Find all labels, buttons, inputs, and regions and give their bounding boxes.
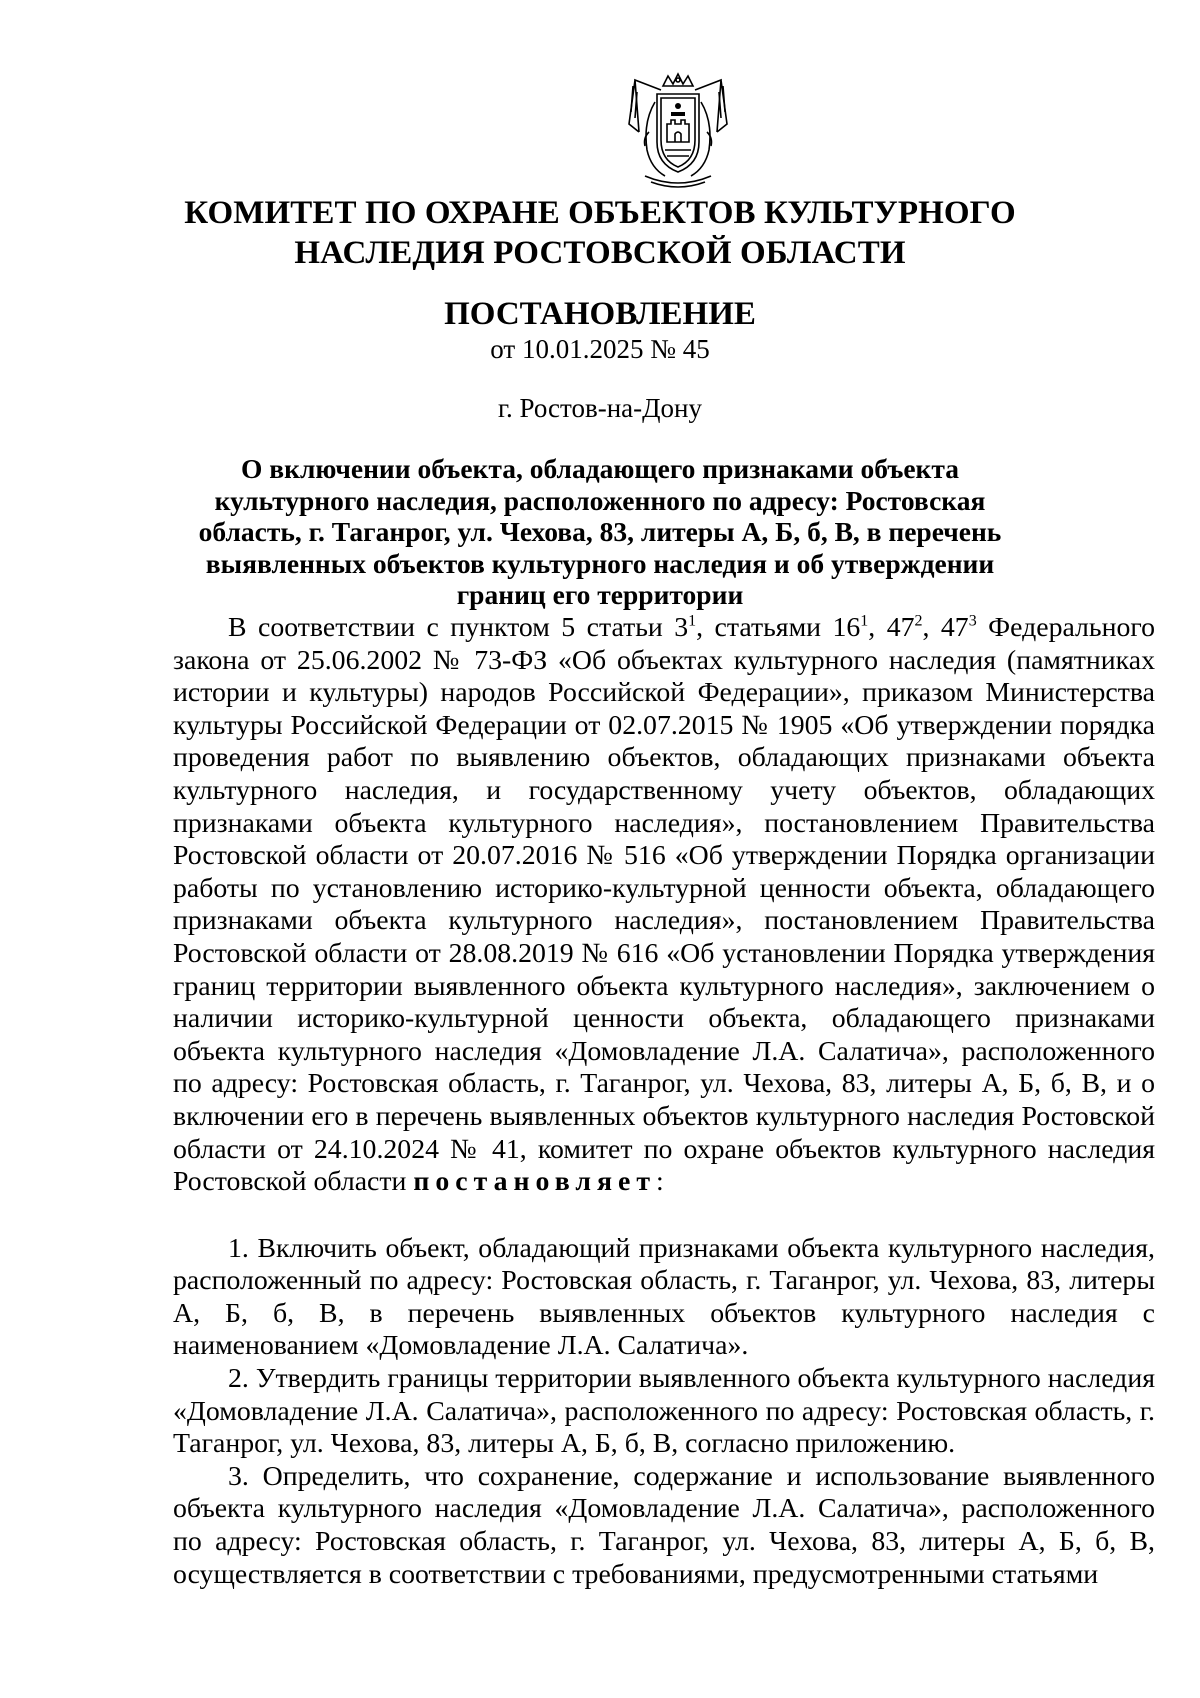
organization-title-line1: КОМИТЕТ ПО ОХРАНЕ ОБЪЕКТОВ КУЛЬТУРНОГО — [184, 195, 1016, 231]
superscript: 1 — [688, 612, 697, 630]
organization-title-line2: НАСЛЕДИЯ РОСТОВСКОЙ ОБЛАСТИ — [294, 235, 906, 271]
preamble-text-1: В соответствии с пунктом 5 статьи 3 — [228, 612, 689, 643]
list-item: 3. Определить, что сохранение, содержание и использование выявленного объекта культурного наследия «Домовладение Л.А. Салатича», расположенного по адресу: Ростовская область, г. Таганрог, ул. Чехова, 83, литеры А, Б, б, В, осуществляется в соответствии с требованиями, предусмотренными статьями — [173, 1460, 1155, 1590]
preamble-end: : — [656, 1166, 664, 1198]
preamble-text-5: Федерального закона от 25.06.2002 № 73-ФЗ «Об объектах культурного наследия (памятниках истории и культуры) народов Российской Федерации», приказом Министерства культуры Российской Федерации от 02.07.2015 № 1905 «Об утверждении порядка проведения работ по выявлению объектов, обладающих признаками объекта культурного наследия, и государственному учету объектов, обладающих признаками объекта культурного наследия», постановлением Правительства Ростовской области от 20.07.2016 № 516 «Об утверждении Порядка организации работы по установлению историко-культурной ценности объекта, обладающего признаками объекта культурного наследия», постановлением Правительства Ростовской области от 28.08.2019 № 616 «Об установлении Порядка утверждения границ территории выявленного объекта культурного наследия», заключением о наличии историко-культурной ценности объекта, обладающего признаками объекта культурного наследия «Домовладение Л.А. Салатича», расположенного по адресу: Ростовская область, г. Таганрог, ул. Чехова, 83, литеры А, Б, б, В, и о включении его в перечень выявленных объектов культурного наследия Ростовской области от 24.10.2024 № 41, комитет по охране объектов культурного наследия Ростовской области — [173, 612, 1155, 1198]
organization-title — [150, 193, 1050, 273]
coat-of-arms-emblem — [625, 72, 731, 192]
document-date-number: от 10.01.2025 № 45 — [490, 334, 710, 364]
superscript: 2 — [914, 612, 923, 630]
list-item: 1. Включить объект, обладающий признаками объекта культурного наследия, расположенный по адресу: Ростовская область, г. Таганрог, ул. Чехова, 83, литеры А, Б, б, В, в перечень выявленных объектов культурного наследия с наименованием «Домовладение Л.А. Салатича». — [173, 1232, 1155, 1362]
preamble-text-2: , статьями 16 — [696, 612, 861, 643]
list-item: 2. Утвердить границы территории выявленного объекта культурного наследия «Домовладение Л.А. Салатича», расположенного по адресу: Ростовская область, г. Таганрог, ул. Чехова, 83, литеры А, Б, б, В, согласно приложению. — [173, 1363, 1155, 1460]
superscript: 1 — [860, 612, 869, 630]
preamble-text-3: , 47 — [868, 612, 915, 643]
document-city: г. Ростов-на-Дону — [497, 393, 702, 423]
superscript: 3 — [968, 612, 977, 630]
decree-word: постановляет — [413, 1166, 656, 1198]
document-body — [173, 612, 1155, 1591]
preamble-paragraph — [173, 612, 1155, 1199]
document-type: ПОСТАНОВЛЕНИЕ — [444, 296, 756, 332]
preamble-text-4: , 47 — [922, 612, 969, 643]
document-subject: О включении объекта, обладающего признаками объекта культурного наследия, расположенного по адресу: Ростовская область, г. Таганрог, ул. Чехова, 83, литеры А, Б, б, В, в перечень выявленных объектов культурного наследия и об утверждении границ его территории — [198, 453, 1002, 610]
